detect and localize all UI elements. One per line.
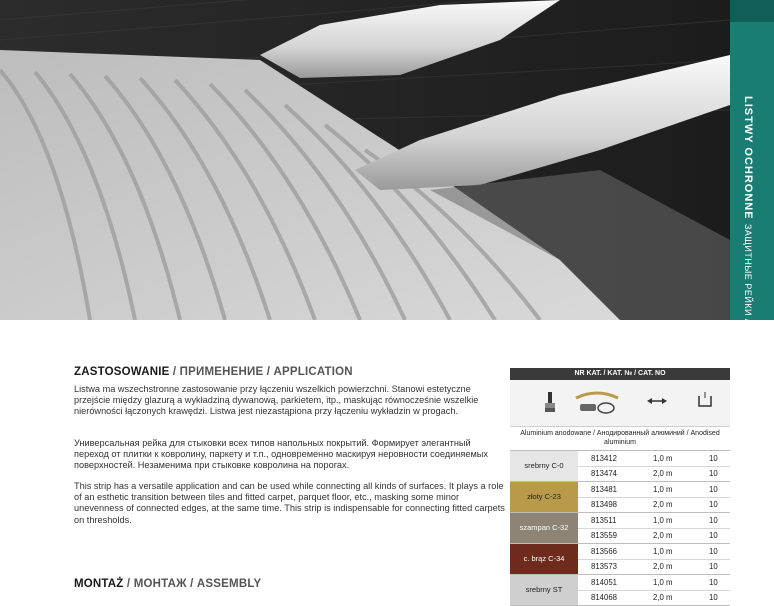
table-row	[578, 497, 730, 512]
finish-group	[510, 513, 730, 544]
width-arrows-icon	[646, 390, 668, 417]
table-row	[578, 559, 730, 574]
application-heading-pl: ZASTOSOWANIE	[74, 366, 170, 378]
catalog-number: 813511	[591, 516, 617, 525]
assembly-heading-alt: / МОНТАЖ / ASSEMBLY	[123, 578, 262, 590]
catalog-number: 813566	[591, 547, 618, 556]
side-tab-stripe	[730, 0, 774, 22]
finish-group	[510, 575, 730, 606]
catalog-number: 813559	[591, 531, 618, 540]
length-value: 1,0 m	[653, 578, 673, 587]
quantity-value: 10	[709, 516, 718, 525]
catalog-number: 813412	[591, 454, 618, 463]
catalog-number: 813474	[591, 469, 618, 478]
catalog-table-header: NR KAT. / KAT. № / CAT. NO	[510, 368, 730, 380]
length-value: 1,0 m	[653, 516, 673, 525]
length-value: 1,0 m	[653, 454, 673, 463]
table-row	[578, 513, 730, 529]
finish-swatch: srebrny C-0	[510, 451, 578, 481]
catalog-number: 813573	[591, 562, 618, 571]
application-text-ru: Универсальная рейка для стыковки всех типов напольных покрытий. Формирует элегантный переход от плитки к ковролину, паркету и т.п., одновременно маскируя неровности соединяемых поверхностей. Незаменима при стыковке ковролина на порогах.	[74, 438, 488, 471]
finish-group	[510, 451, 730, 482]
table-row	[578, 544, 730, 560]
quantity-value: 10	[709, 531, 718, 540]
length-value: 2,0 m	[653, 500, 673, 509]
side-tab-text	[739, 96, 757, 423]
length-value: 2,0 m	[653, 593, 673, 602]
side-tab-title: LISTWY OCHRONNE	[742, 96, 754, 220]
catalog-number: 814051	[591, 578, 618, 587]
length-value: 2,0 m	[653, 531, 673, 540]
catalog-number: 813481	[591, 485, 618, 494]
catalog-table	[510, 368, 730, 606]
application-heading-alt: / ПРИМЕНЕНИЕ / APPLICATION	[169, 366, 353, 378]
assembly-heading	[74, 578, 261, 590]
glue-tube-icon	[574, 390, 620, 423]
assembly-heading-pl: MONTAŻ	[74, 578, 124, 590]
catalog-number: 814068	[591, 593, 618, 602]
side-tab-subtitle: ЗАЩИТНЫЕ РЕЙКИ / TRANSITION STRIPS	[743, 224, 753, 424]
finish-group	[510, 482, 730, 513]
table-row	[578, 466, 730, 481]
length-value: 2,0 m	[653, 469, 673, 478]
product-photo-illustration	[0, 0, 730, 320]
application-heading	[74, 366, 353, 378]
quantity-value: 10	[709, 578, 718, 587]
application-text-pl: Listwa ma wszechstronne zastosowanie przy łączeniu wszelkich powierzchni. Stanowi estetyczne przejście między glazurą a wykładziną dywanową, parkietem, itp., maskując równocześnie wszelkie nierówności łączonych krawędzi. Listwa jest niezastąpiona przy łączeniu wykładzin w progach.	[74, 384, 479, 417]
section-side-tab	[730, 0, 774, 424]
table-row	[578, 528, 730, 543]
finish-swatch: srebrny ST	[510, 575, 578, 605]
table-row	[578, 482, 730, 498]
finish-swatch: złoty C-23	[510, 482, 578, 512]
quantity-value: 10	[709, 593, 718, 602]
table-row	[578, 590, 730, 605]
catalog-number: 813498	[591, 500, 618, 509]
quantity-value: 10	[709, 562, 718, 571]
length-value: 1,0 m	[653, 547, 673, 556]
catalog-icons-row	[510, 380, 730, 427]
application-text-en: This strip has a versatile application and can be used while connecting all kinds of surfaces. It plays a role of an esthetic transition between tiles and fitted carpet, parquet floor, etc., masking some minor unevenness of connected edges, at the same time. This strip is indispensable for connecting fitted carpets on thresholds.	[74, 481, 505, 525]
quantity-value: 10	[709, 500, 718, 509]
quantity-value: 10	[709, 547, 718, 556]
length-value: 2,0 m	[653, 562, 673, 571]
profile-section-icon	[696, 390, 714, 417]
quantity-value: 10	[709, 469, 718, 478]
quantity-value: 10	[709, 485, 718, 494]
catalog-rows	[510, 451, 730, 606]
finish-group	[510, 544, 730, 575]
finish-swatch: c. brąz C-34	[510, 544, 578, 574]
length-value: 1,0 m	[653, 485, 673, 494]
table-row	[578, 575, 730, 591]
material-label: Aluminium anodowane / Анодированный алюминий / Anodised aluminium	[510, 427, 730, 451]
product-photo	[0, 0, 730, 320]
quantity-value: 10	[709, 454, 718, 463]
brush-icon	[540, 390, 560, 419]
finish-swatch: szampan C-32	[510, 513, 578, 543]
table-row	[578, 451, 730, 467]
